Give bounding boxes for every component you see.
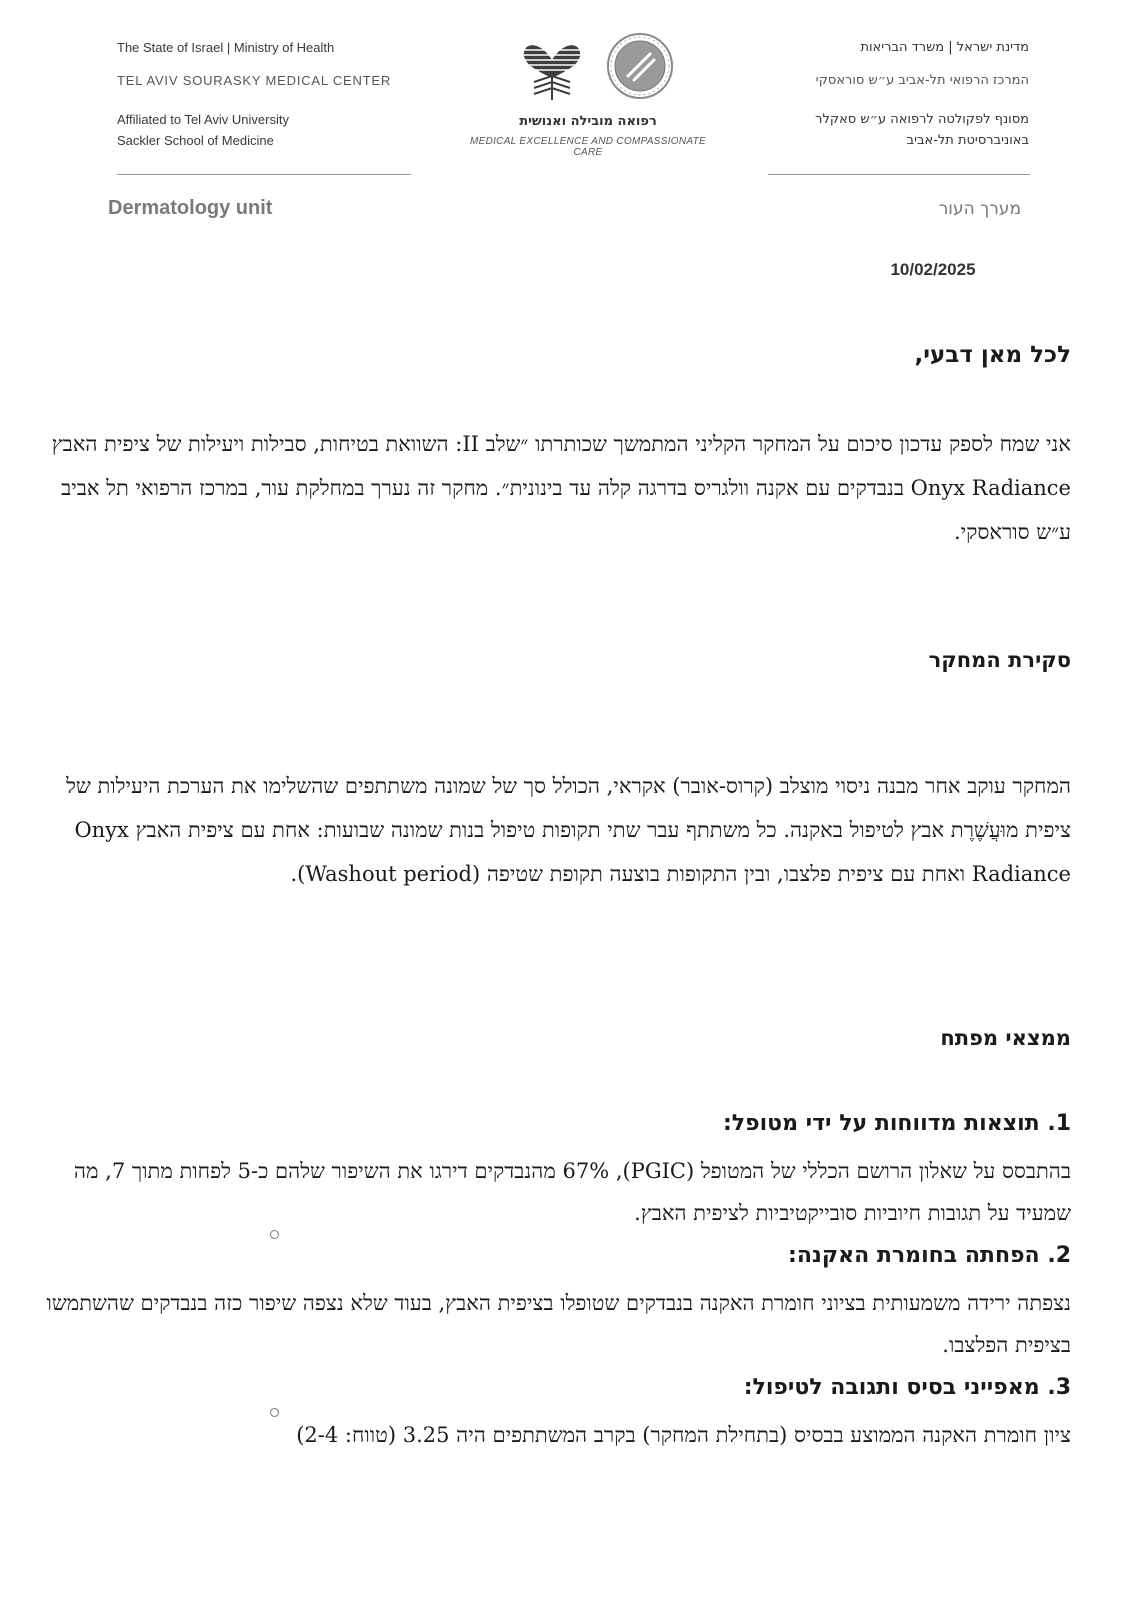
header-english — [117, 38, 417, 151]
heart-logo-icon — [520, 32, 584, 100]
findings-heading: ממצאי מפתח — [940, 1026, 1071, 1050]
affiliation-he-line1: מסונף לפקולטה לרפואה ע״ש סאקלר — [815, 112, 1029, 127]
accreditation-seal-icon — [606, 32, 674, 100]
letter-date: 10/02/2025 — [890, 260, 976, 279]
scan-mark — [270, 1230, 279, 1239]
header-divider-right — [768, 174, 1030, 175]
ministry-name-he: מדינת ישראל | משרד הבריאות — [860, 40, 1029, 55]
affiliation-he-line2: באוניברסיטת תל-אביב — [906, 133, 1029, 148]
center-name-en: TEL AVIV SOURASKY MEDICAL CENTER — [117, 73, 392, 88]
ministry-name-en: The State of Israel | Ministry of Health — [117, 40, 335, 55]
tagline-hebrew: רפואה מובילה ואנושית — [519, 114, 657, 129]
overview-paragraph: המחקר עוקב אחר מבנה ניסוי מוצלב (קרוס-אובר) אקראי, הכולל סך של שמונה משתתפים שהשלימו את הערכת היעילות של ציפית מוּעֲשֶׁרֶת אבץ לטיפול באקנה. כל משתתף עבר שתי תקופות טיפול בנות שמונה שבועות: אחת עם ציפית האבץ Onyx Radiance ואחת עם ציפית פלצבו, ובין התקופות בוצעה תקופת שטיפה (Washout period). — [66, 774, 1071, 886]
finding-1-title: 1. תוצאות מדווחות על ידי מטופל: — [723, 1111, 1071, 1136]
header-logos — [458, 30, 738, 160]
overview-heading: סקירת המחקר — [928, 648, 1071, 672]
unit-name-en: Dermatology unit — [108, 197, 273, 219]
header-divider-left — [117, 174, 411, 175]
affiliation-en — [117, 109, 417, 151]
finding-2-text: נצפתה ירידה משמעותית בציוני חומרת האקנה בנבדקים שטופלו בציפית האבץ, בעוד שלא נצפה שיפור כזה בנבדקים שהשתמשו בציפית הפלצבו. — [46, 1291, 1071, 1357]
finding-1-text: בהתבסס על שאלון הרושם הכללי של המטופל (PGIC), 67% מהנבדקים דירגו את השיפור שלהם כ-5 לפחות מתוך 7, מה שמעיד על תגובות חיוביות סובייקטיביות לציפית האבץ. — [73, 1159, 1071, 1225]
affiliation-he — [709, 109, 1029, 151]
tagline-english: MEDICAL EXCELLENCE AND COMPASSIONATE CARE — [469, 136, 707, 158]
header-hebrew — [709, 38, 1029, 151]
affiliation-en-line2: Sackler School of Medicine — [117, 133, 274, 148]
center-name-he: המרכז הרפואי תל-אביב ע״ש סוראסקי — [815, 73, 1029, 88]
intro-paragraph: אני שמח לספק עדכון סיכום על המחקר הקליני המתמשך שכותרתו ״שלב II: השוואת בטיחות, סבילות ויעילות של ציפית האבץ Onyx Radiance בנבדקים עם אקנה וולגריס בדרגה קלה עד בינונית״. מחקר זה נערך במחלקת עור, במרכז הרפואי תל אביב ע״ש סוראסקי. — [51, 432, 1071, 544]
affiliation-en-line1: Affiliated to Tel Aviv University — [117, 112, 289, 127]
finding-2-title: 2. הפחתה בחומרת האקנה: — [788, 1243, 1071, 1268]
scan-mark — [270, 1408, 279, 1417]
unit-name-he: מערך העור — [938, 199, 1021, 219]
finding-3-title: 3. מאפייני בסיס ותגובה לטיפול: — [743, 1375, 1071, 1400]
finding-3-text: ציון חומרת האקנה הממוצע בבסיס (בתחילת המחקר) בקרב המשתתפים היה 3.25 (טווח: 2-4) — [296, 1423, 1071, 1447]
greeting: לכל מאן דבעי, — [914, 342, 1071, 368]
